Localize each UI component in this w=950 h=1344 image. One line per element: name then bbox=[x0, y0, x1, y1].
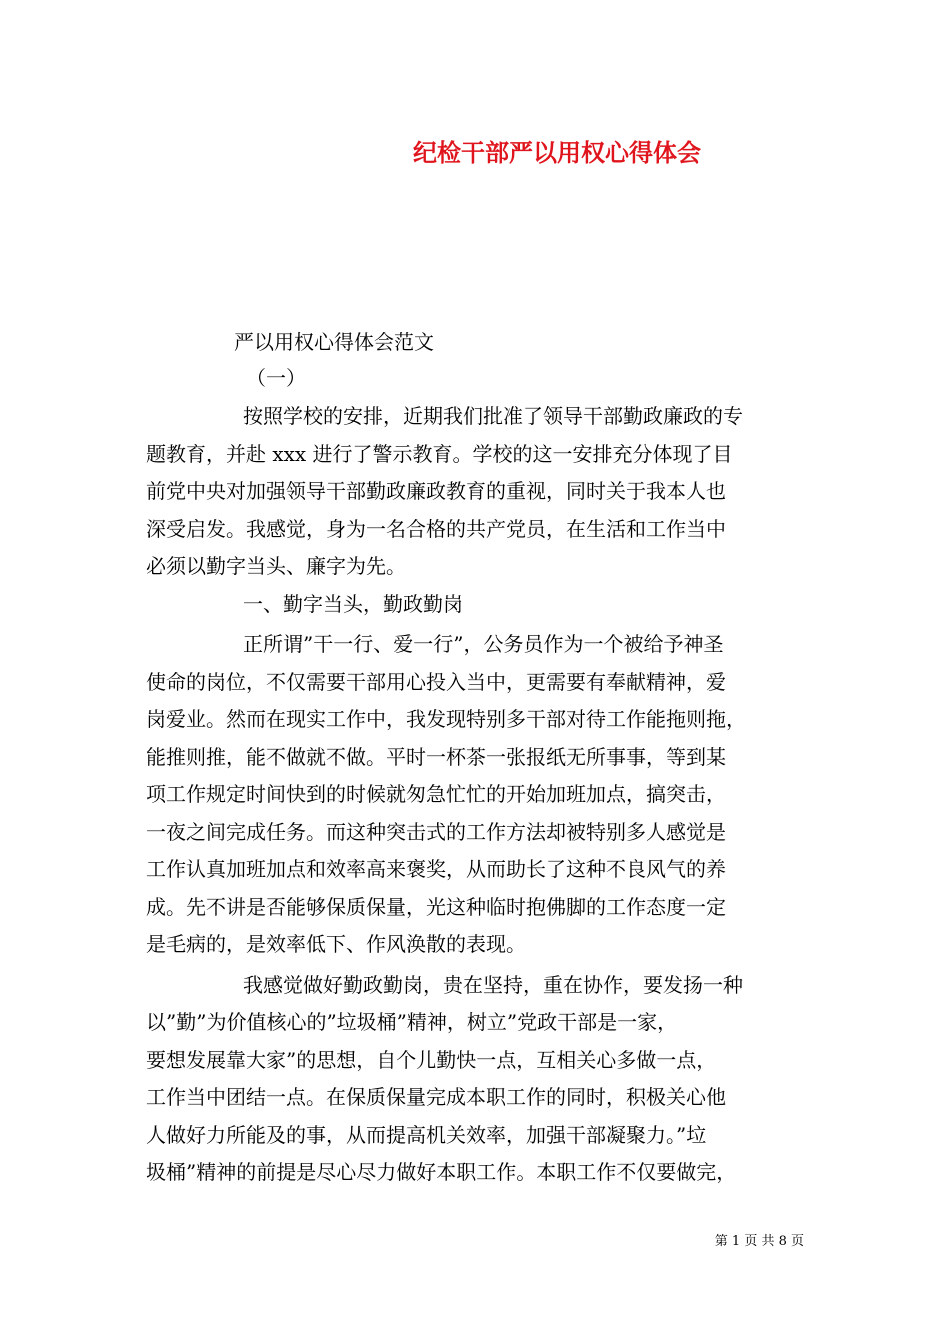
body-line: 工作认真加班加点和效率高来褒奖，从而助长了这种不良风气的养 bbox=[146, 857, 726, 881]
body-line: 前党中央对加强领导干部勤政廉政教育的重视，同时关于我本人也 bbox=[146, 479, 726, 503]
body-line: 我感觉做好勤政勤岗，贵在坚持，重在协作，要发扬一种 bbox=[243, 972, 743, 997]
body-line: 一夜之间完成任务。而这种突击式的工作方法却被特别多人感觉是 bbox=[146, 819, 726, 844]
body-line: 按照学校的安排，近期我们批准了领导干部勤政廉政的专 bbox=[243, 404, 743, 428]
document-title: 纪检干部严以用权心得体会 bbox=[413, 138, 701, 167]
body-line: 项工作规定时间快到的时候就匆急忙忙的开始加班加点，搞突击， bbox=[146, 782, 726, 806]
body-line: 正所谓”干一行、爱一行”，公务员作为一个被给予神圣 bbox=[243, 632, 724, 656]
body-line: 岗爱业。然而在现实工作中，我发现特别多干部对待工作能拖则拖， bbox=[146, 707, 746, 731]
body-line: 人做好力所能及的事，从而提高机关效率，加强干部凝聚力。”垃 bbox=[146, 1122, 707, 1147]
body-line: 能推则推，能不做就不做。平时一杯茶一张报纸无所事事，等到某 bbox=[146, 744, 726, 769]
body-line: 要想发展靠大家”的思想，自个儿勤快一点，互相关心多做一点， bbox=[146, 1047, 717, 1072]
section-number: （一） bbox=[246, 366, 306, 390]
body-line: 以”勤”为价值核心的”垃圾桶”精神，树立”党政干部是一家， bbox=[146, 1010, 678, 1034]
body-line: 一、勤字当头，勤政勤岗 bbox=[243, 591, 463, 616]
document-body bbox=[146, 398, 806, 1192]
body-line: 是毛病的，是效率低下、作风涣散的表现。 bbox=[146, 932, 526, 956]
body-line: 题教育，并赴 xxx 进行了警示教育。学校的这一安排充分体现了目 bbox=[146, 441, 733, 466]
body-line: 必须以勤字当头、廉字为先。 bbox=[146, 554, 406, 578]
body-line: 使命的岗位，不仅需要干部用心投入当中，更需要有奉献精神，爱 bbox=[146, 669, 726, 694]
document-subtitle: 严以用权心得体会范文 bbox=[234, 330, 434, 354]
body-line: 成。先不讲是否能够保质保量，光这种临时抱佛脚的工作态度一定 bbox=[146, 894, 726, 919]
body-line: 深受启发。我感觉，身为一名合格的共产党员，在生活和工作当中 bbox=[146, 516, 726, 541]
page-footer: 第 1 页 共 8 页 bbox=[714, 1234, 804, 1249]
body-line: 圾桶”精神的前提是尽心尽力做好本职工作。本职工作不仅要做完， bbox=[146, 1160, 737, 1184]
body-line: 工作当中团结一点。在保质保量完成本职工作的同时，积极关心他 bbox=[146, 1085, 726, 1109]
